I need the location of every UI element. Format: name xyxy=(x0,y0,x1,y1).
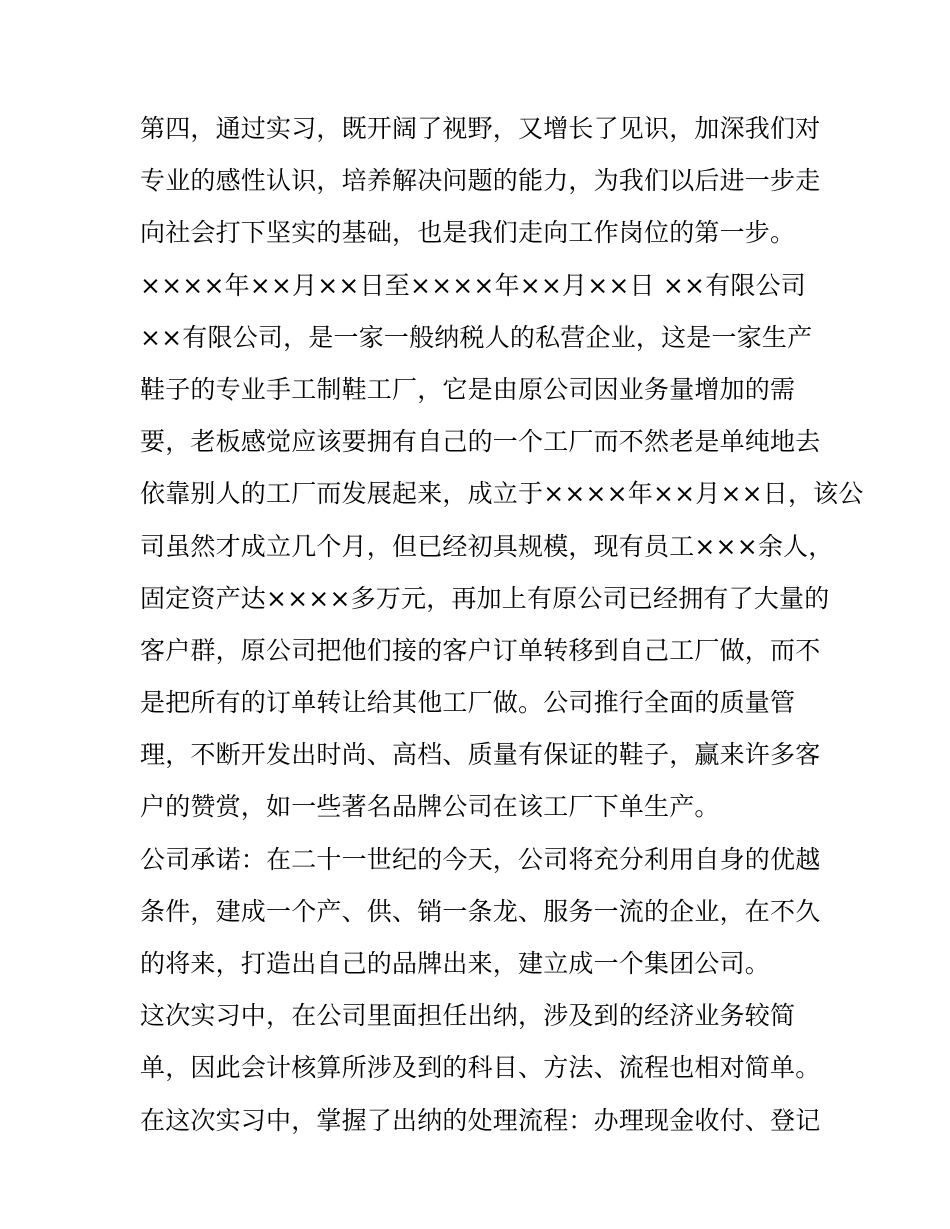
text-line: 要，老板感觉应该要拥有自己的一个工厂而不然老是单纯地去 xyxy=(140,427,821,457)
text-line: 司虽然才成立几个月，但已经初具规模，现有员工×××余人， xyxy=(140,531,834,561)
text-line: 第四，通过实习，既开阔了视野，又增长了见识，加深我们对 xyxy=(140,114,821,143)
text-line: 户的赞赏，如一些著名品牌公司在该工厂下单生产。 xyxy=(140,792,720,822)
text-line: 是把所有的订单转让给其他工厂做。公司推行全面的质量管 xyxy=(140,688,796,718)
text-line: 条件，建成一个产、供、销一条龙、服务一流的企业，在不久 xyxy=(140,896,821,926)
text-line: 的将来，打造出自己的品牌出来，建立成一个集团公司。 xyxy=(140,949,771,978)
document-body xyxy=(140,103,864,1147)
text-line: 理，不断开发出时尚、高档、质量有保证的鞋子，赢来许多客 xyxy=(140,740,821,770)
text-line: 这次实习中，在公司里面担任出纳，涉及到的经济业务较简 xyxy=(140,1001,796,1031)
text-line: 依靠别人的工厂而发展起来，成立于××××年××月××日，该公 xyxy=(140,479,864,509)
text-line: 在这次实习中，掌握了出纳的处理流程：办理现金收付、登记 xyxy=(140,1105,821,1135)
text-line: 单，因此会计核算所涉及到的科目、方法、流程也相对简单。 xyxy=(140,1053,821,1083)
text-line: 固定资产达××××多万元，再加上有原公司已经拥有了大量的 xyxy=(140,583,830,613)
text-line: 专业的感性认识，培养解决问题的能力，为我们以后进一步走 xyxy=(140,166,821,196)
text-line: 向社会打下坚实的基础，也是我们走向工作岗位的第一步。 xyxy=(140,218,796,248)
text-line: 鞋子的专业手工制鞋工厂，它是由原公司因业务量增加的需 xyxy=(140,374,796,404)
text-line: 公司承诺：在二十一世纪的今天，公司将充分利用自身的优越 xyxy=(140,844,821,874)
text-line: ××××年××月××日至××××年××月××日 ××有限公司 xyxy=(140,270,806,300)
text-line: 客户群，原公司把他们接的客户订单转移到自己工厂做，而不 xyxy=(140,635,821,665)
text-line: ××有限公司，是一家一般纳税人的私营企业，这是一家生产 xyxy=(140,322,813,352)
